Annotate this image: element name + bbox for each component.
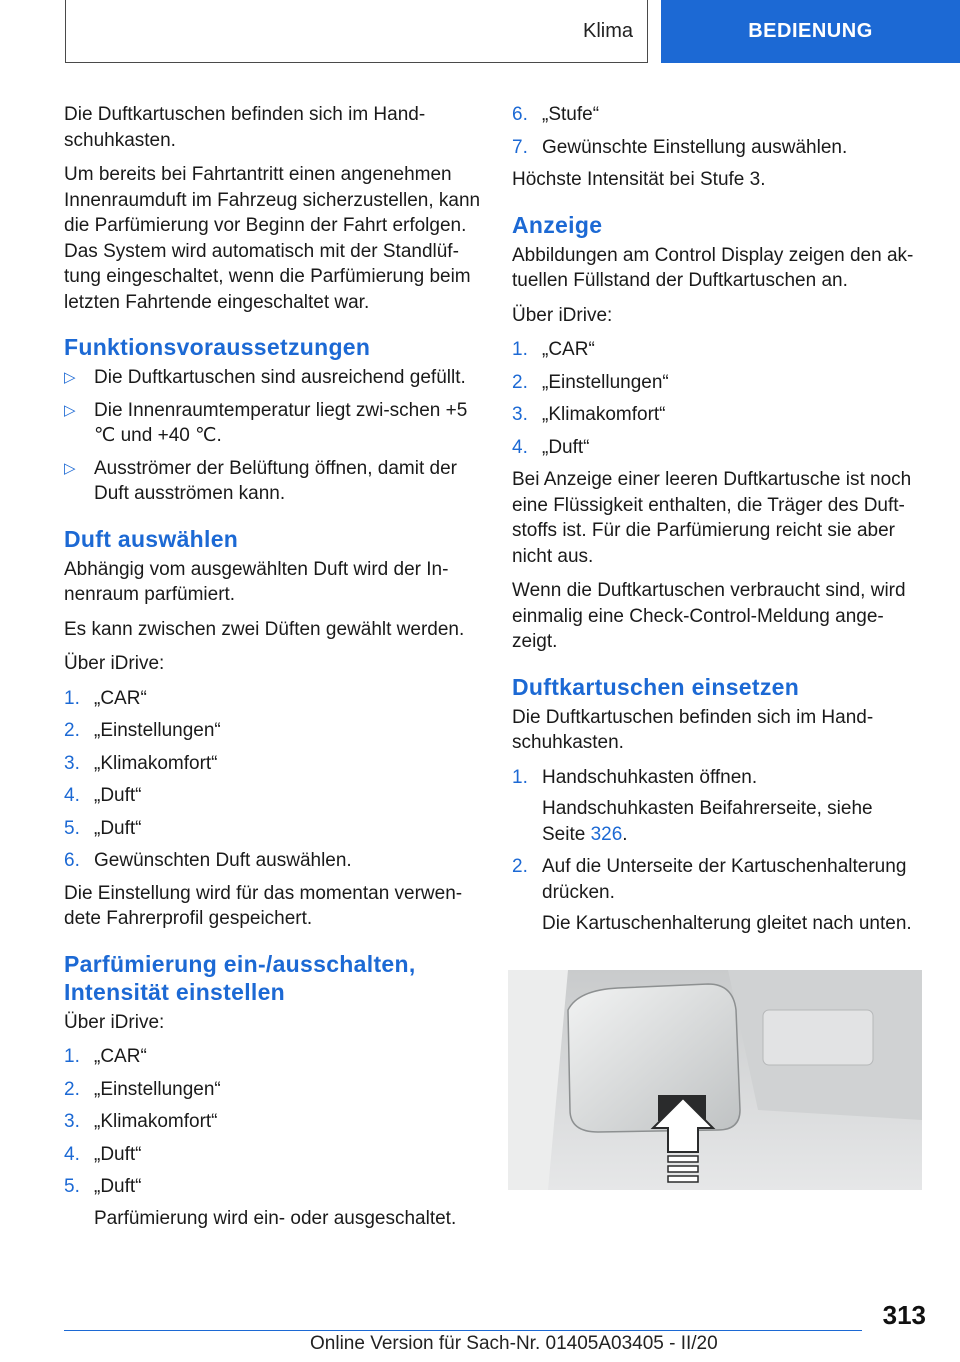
list-item: 4. „Duft“: [64, 1143, 142, 1165]
heading-anzeige: Anzeige: [512, 211, 603, 238]
list-item: ▷ Die Duftkartuschen sind ausreichend gefüllt.: [64, 365, 484, 391]
page-reference-link[interactable]: 326: [590, 823, 623, 845]
intensity-steps: [512, 102, 920, 160]
einsetzen-text-1: Die Duftkartuschen befinden sich im Hand-schuhkasten.: [512, 706, 874, 753]
section-tab: [661, 0, 960, 63]
intensity-text: Höchste Intensität bei Stufe 3.: [512, 169, 766, 190]
chapter-title: Klima: [582, 19, 633, 42]
anzeige-text-2: Über iDrive:: [512, 304, 613, 326]
list-item: 2. „Einstellungen“: [64, 720, 221, 741]
anzeige-text-3: Bei Anzeige einer leeren Duftkartusche ist noch eine Flüssigkeit enthalten, die Träger des Duft-stoffs ist. Für die Parfümierung reicht sie aber nicht aus.: [512, 469, 912, 567]
requirements-list: [64, 365, 484, 507]
list-item: 1. „CAR“: [512, 339, 595, 360]
anzeige-text-1: Abbildungen am Control Display zeigen den ak-tuellen Füllstand der Duftkartuschen an.: [512, 244, 914, 291]
section-title: BEDIENUNG: [748, 20, 873, 42]
step-sub-text: Handschuhkasten Beifahrerseite, siehe Seite 326.: [542, 798, 873, 845]
parf-steps: [64, 1044, 484, 1231]
cartridge-holder-illustration: [508, 970, 922, 1190]
step-sub-text: Parfümierung wird ein- oder ausgeschaltet.: [94, 1207, 457, 1229]
list-item: 5. „Duft“ Parfümierung wird ein- oder ausgeschaltet.: [64, 1174, 484, 1231]
list-item: 2. „Einstellungen“: [512, 371, 669, 393]
cartridge-holder: [568, 984, 740, 1132]
heading-duft-auswaehlen: Duft auswählen: [64, 525, 239, 552]
list-item: 4. „Duft“: [512, 436, 590, 458]
list-item: 3. „Klimakomfort“: [512, 404, 666, 425]
triangle-right-outline-icon: ▷: [64, 369, 76, 386]
list-item: ▷ Ausströmer der Belüftung öffnen, damit der Duft ausströmen kann.: [64, 457, 457, 504]
list-item: 3. „Klimakomfort“: [64, 752, 218, 774]
anzeige-text-4: Wenn die Duftkartuschen verbraucht sind, wird einmalig eine Check-Control-Meldung ange-zeigt.: [512, 580, 906, 652]
right-column: [512, 102, 920, 944]
list-item: 1. „CAR“: [64, 1046, 147, 1067]
triangle-right-outline-icon: ▷: [64, 401, 76, 419]
list-item: 6. „Stufe“: [512, 104, 600, 125]
cartridge-holder-figure: [508, 970, 922, 1190]
parf-text-1: Über iDrive:: [64, 1011, 165, 1033]
duft-text-4: Die Einstellung wird für das momentan verwen-dete Fahrerprofil gespeichert.: [64, 882, 463, 929]
heading-funktionsvoraussetzungen: Funktionsvoraussetzungen: [64, 334, 371, 360]
step-sub-text: Die Kartuschenhalterung gleitet nach unten.: [542, 913, 912, 934]
list-item: 5. „Duft“: [64, 817, 142, 839]
list-item: ▷ Die Innenraumtemperatur liegt zwi-schen +5 ℃ und +40 ℃.: [64, 399, 468, 446]
duft-text-3: Über iDrive:: [64, 653, 165, 674]
list-item: 1. „CAR“: [64, 687, 147, 709]
heading-parfuemierung: Parfümierung ein-/ausschalten, Intensität einstellen: [64, 950, 416, 1005]
duft-text-1: Abhängig vom ausgewählten Duft wird der In-nenraum parfümiert.: [64, 558, 449, 605]
list-item: 6. Gewünschten Duft auswählen.: [64, 850, 352, 871]
einsetzen-steps: [512, 765, 920, 937]
triangle-right-outline-icon: ▷: [64, 459, 76, 477]
duft-steps: [64, 686, 484, 874]
list-item: 2. „Einstellungen“: [64, 1078, 221, 1100]
list-item: 1. Handschuhkasten öffnen. Handschuhkasten Beifahrerseite, siehe Seite 326.: [512, 765, 920, 848]
list-item: 2. Auf die Unterseite der Kartuschenhalterung drücken. Die Kartuschenhalterung gleitet nach unten.: [512, 854, 920, 937]
online-version-text: Online Version für Sach-Nr. 01405A03405 - II/20: [310, 1333, 718, 1354]
duft-text-2: Es kann zwischen zwei Düften gewählt werden.: [64, 618, 465, 640]
list-item: 7. Gewünschte Einstellung auswählen.: [512, 136, 848, 158]
page-number: 313: [882, 1300, 926, 1330]
heading-duftkartuschen-einsetzen: Duftkartuschen einsetzen: [512, 673, 800, 700]
list-item: 4. „Duft“: [64, 785, 142, 806]
chapter-tab: [65, 0, 648, 63]
intro-paragraph-1: Die Duftkartuschen befinden sich im Hand-schuhkasten.: [64, 104, 426, 151]
left-column: [64, 102, 484, 1238]
glovebox-compartment: [763, 1010, 873, 1065]
anzeige-steps: [512, 337, 920, 460]
intro-paragraph-2: Um bereits bei Fahrtantritt einen angenehmen Innenraumduft im Fahrzeug sicherzustellen, kann die Parfümierung vor Beginn der Fahrt erfolgen. Das System wird automatisch mit der Standlüf-tung eingeschaltet, wenn die Parfümierung beim letzten Fahrtende eingeschaltet war.: [64, 164, 481, 313]
list-item: 3. „Klimakomfort“: [64, 1111, 218, 1132]
footer-divider: [64, 1330, 862, 1331]
